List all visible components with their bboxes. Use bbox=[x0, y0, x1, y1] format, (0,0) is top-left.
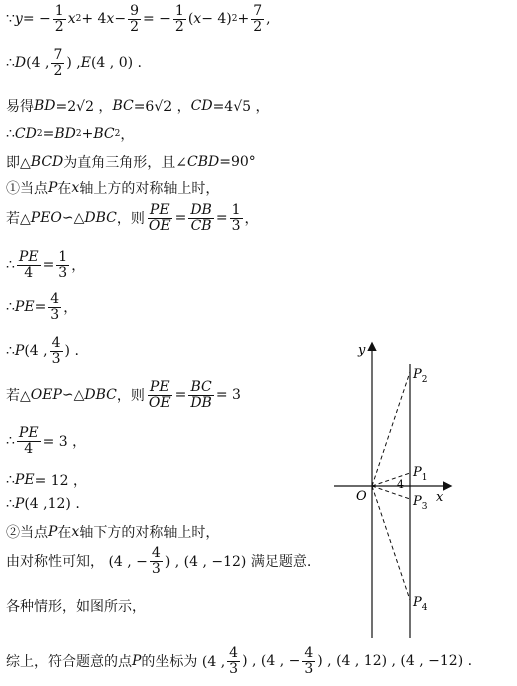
fraction bbox=[227, 646, 240, 676]
numerator: 1 bbox=[58, 249, 68, 265]
fraction bbox=[150, 546, 163, 576]
numerator: DB bbox=[190, 202, 212, 218]
denominator: 2 bbox=[53, 62, 63, 79]
text: 各种情形，如图所示， bbox=[6, 599, 146, 615]
fraction bbox=[48, 292, 61, 322]
numerator: 1 bbox=[231, 202, 241, 218]
text: P bbox=[14, 343, 25, 360]
text: (4 , 0) . bbox=[90, 55, 142, 72]
numerator: 4 bbox=[304, 645, 314, 661]
denominator: CB bbox=[190, 217, 212, 234]
p4-label: $P_4$ bbox=[413, 595, 428, 613]
fraction bbox=[188, 203, 214, 233]
denominator: 4 bbox=[24, 264, 34, 281]
fraction bbox=[251, 4, 264, 34]
text: P bbox=[48, 524, 58, 540]
denominator: DB bbox=[190, 394, 212, 411]
text: 在 bbox=[57, 181, 72, 197]
p3-label: $P_3$ bbox=[413, 494, 428, 512]
denominator: 2 bbox=[54, 18, 64, 35]
numerator: 1 bbox=[174, 3, 184, 19]
fraction bbox=[302, 646, 315, 676]
equation-line-11 bbox=[6, 380, 241, 410]
text: = bbox=[174, 210, 187, 227]
equation-line-10 bbox=[6, 336, 79, 366]
equation-line-14 bbox=[6, 496, 80, 512]
fraction bbox=[50, 336, 63, 366]
fraction bbox=[173, 4, 186, 34]
denominator: 3 bbox=[50, 306, 60, 323]
exponent: 2 bbox=[231, 14, 238, 25]
text: = bbox=[174, 387, 187, 404]
equation-line-2 bbox=[6, 48, 142, 78]
denominator: 3 bbox=[51, 350, 61, 367]
text: 即△ bbox=[6, 155, 31, 171]
text: , bbox=[266, 11, 271, 28]
text: x bbox=[67, 11, 76, 28]
text: ，则 bbox=[116, 388, 145, 405]
text: x bbox=[106, 11, 115, 28]
text: x bbox=[71, 180, 80, 196]
text: P bbox=[48, 180, 58, 196]
fraction bbox=[17, 250, 41, 280]
text: ， bbox=[63, 300, 78, 317]
dashed-line-p1 bbox=[372, 473, 410, 486]
coordinate-figure bbox=[330, 338, 460, 648]
exponent: 2 bbox=[36, 129, 43, 139]
x-axis-label: x bbox=[436, 490, 444, 505]
text: (4 ,12) . bbox=[24, 496, 80, 512]
text: ， bbox=[120, 127, 135, 143]
denominator: OE bbox=[148, 217, 171, 234]
text: BD bbox=[54, 126, 76, 142]
text: P bbox=[14, 496, 25, 512]
text: ∴ bbox=[6, 126, 15, 142]
text: P bbox=[132, 653, 142, 670]
text-line-5 bbox=[6, 152, 256, 172]
equation-line-9 bbox=[6, 292, 77, 322]
denominator: 3 bbox=[304, 660, 314, 677]
fraction bbox=[188, 380, 214, 410]
numerator: PE bbox=[18, 425, 39, 441]
text: − bbox=[114, 11, 127, 28]
exponent: 2 bbox=[114, 129, 121, 139]
text: (4 , bbox=[26, 55, 50, 72]
numerator: 4 bbox=[229, 645, 239, 661]
numerator: PE bbox=[149, 379, 170, 395]
conclusion-line bbox=[6, 646, 472, 676]
text: 综上，符合题意的点 bbox=[6, 654, 132, 671]
four-label: 4 bbox=[397, 478, 404, 491]
text: 的坐标为 (4 , bbox=[141, 654, 226, 671]
text: ， bbox=[71, 258, 86, 275]
text: D bbox=[14, 55, 27, 72]
denominator: 3 bbox=[151, 560, 161, 577]
text-line-15 bbox=[6, 522, 219, 542]
text: =2√2 ， bbox=[55, 99, 113, 115]
text-line-16 bbox=[6, 546, 311, 576]
text: E bbox=[80, 55, 91, 72]
text: ②当点 bbox=[6, 525, 48, 541]
text: ∴ bbox=[6, 257, 15, 274]
denominator: 3 bbox=[229, 660, 239, 677]
text: + bbox=[237, 11, 250, 28]
text: 由对称性可知， (4 , − bbox=[6, 554, 148, 571]
text: ) , (4 , −12) 满足题意. bbox=[164, 554, 312, 571]
text: CBD bbox=[187, 154, 220, 170]
text: ，则 bbox=[116, 211, 145, 228]
text: = − bbox=[142, 11, 171, 28]
numerator: PE bbox=[18, 249, 39, 265]
denominator: 2 bbox=[253, 18, 263, 35]
text: 为直角三角形，且∠ bbox=[63, 155, 187, 171]
numerator: 7 bbox=[53, 47, 63, 63]
p1-label: $P_1$ bbox=[413, 465, 428, 483]
text: ( bbox=[187, 11, 194, 28]
text: DBC bbox=[84, 210, 117, 227]
text: ∴ bbox=[6, 55, 15, 72]
text: + 4 bbox=[81, 11, 107, 28]
text: ∴ bbox=[6, 299, 15, 316]
denominator: 4 bbox=[24, 440, 34, 457]
fraction bbox=[147, 380, 173, 410]
text: PE bbox=[14, 472, 35, 488]
text: 易得 bbox=[6, 99, 34, 115]
text: ∴ bbox=[6, 433, 15, 450]
numerator: 4 bbox=[151, 545, 161, 561]
equation-line-13 bbox=[6, 470, 87, 490]
text: ， bbox=[244, 211, 259, 228]
text: = bbox=[34, 299, 47, 316]
text: ) , (4 , 12) , (4 , −12) . bbox=[317, 653, 473, 670]
exponent: 2 bbox=[75, 14, 82, 25]
text: BD bbox=[34, 98, 56, 114]
text: − 4) bbox=[201, 11, 232, 28]
denominator: 3 bbox=[231, 217, 241, 234]
text: ) . bbox=[64, 343, 79, 360]
equation-line-1 bbox=[6, 4, 271, 34]
denominator: 3 bbox=[58, 264, 68, 281]
fraction bbox=[147, 203, 173, 233]
text: 若△ bbox=[6, 211, 31, 228]
y-axis-label: y bbox=[358, 343, 366, 358]
numerator: 7 bbox=[253, 3, 263, 19]
text: ∴ bbox=[6, 472, 15, 488]
exponent: 2 bbox=[75, 129, 82, 139]
text: DBC bbox=[84, 387, 117, 404]
dashed-line-p4 bbox=[372, 486, 410, 600]
text: = 12 ， bbox=[34, 473, 88, 489]
text: = bbox=[42, 126, 55, 142]
text: ∵ bbox=[6, 11, 15, 28]
text: ∴ bbox=[6, 496, 15, 512]
text: =90° bbox=[219, 154, 256, 170]
denominator: OE bbox=[148, 394, 171, 411]
fraction bbox=[230, 203, 243, 233]
text: 轴下方的对称轴上时， bbox=[79, 525, 220, 541]
text-line-17 bbox=[6, 596, 146, 616]
text: = bbox=[215, 210, 228, 227]
text: = − bbox=[22, 11, 51, 28]
text: CD bbox=[190, 98, 213, 114]
text: ∴ bbox=[6, 343, 15, 360]
text: x bbox=[71, 524, 80, 540]
equation-line-3 bbox=[6, 96, 269, 116]
text-line-6 bbox=[6, 178, 219, 198]
denominator: 2 bbox=[174, 18, 184, 35]
fraction bbox=[51, 48, 64, 78]
text: ∽△ bbox=[61, 387, 85, 404]
dashed-line-p2 bbox=[372, 372, 410, 486]
text: 在 bbox=[57, 525, 72, 541]
text: PEO bbox=[30, 210, 62, 227]
denominator: 2 bbox=[130, 18, 139, 35]
numerator: PE bbox=[149, 202, 170, 218]
text: = bbox=[42, 257, 55, 274]
text: 轴上方的对称轴上时， bbox=[79, 181, 220, 197]
text: BC bbox=[93, 126, 115, 142]
fraction bbox=[17, 426, 41, 456]
numerator: 9 bbox=[130, 3, 139, 19]
text: =6√2 ， bbox=[133, 99, 191, 115]
text: BCD bbox=[30, 154, 64, 170]
equation-line-4 bbox=[6, 124, 134, 144]
text: 若△ bbox=[6, 388, 31, 405]
text: CD bbox=[14, 126, 37, 142]
text: ∽△ bbox=[61, 210, 85, 227]
equation-line-7 bbox=[6, 203, 259, 233]
text: PE bbox=[14, 299, 35, 316]
text: (4 , bbox=[24, 343, 48, 360]
text: ①当点 bbox=[6, 181, 48, 197]
p2-label: $P_2$ bbox=[413, 367, 428, 385]
text: ) , (4 , − bbox=[242, 653, 301, 670]
text: = 3 bbox=[215, 387, 241, 404]
equation-line-8 bbox=[6, 250, 85, 280]
text: + bbox=[81, 126, 94, 142]
fraction bbox=[53, 4, 66, 34]
text: =4√5 ， bbox=[212, 99, 270, 115]
text: y bbox=[14, 11, 23, 28]
numerator: 1 bbox=[54, 3, 64, 19]
equation-line-12 bbox=[6, 426, 86, 456]
text: x bbox=[193, 11, 202, 28]
numerator: 4 bbox=[50, 291, 60, 307]
text: = 3 ， bbox=[42, 434, 87, 451]
fraction bbox=[128, 4, 141, 34]
text: BC bbox=[112, 98, 134, 114]
fraction bbox=[56, 250, 69, 280]
dashed-line-p3 bbox=[372, 486, 410, 499]
numerator: BC bbox=[190, 379, 212, 395]
text: OEP bbox=[30, 387, 62, 404]
numerator: 4 bbox=[51, 335, 61, 351]
text: ) , bbox=[66, 55, 81, 72]
origin-label: O bbox=[356, 489, 367, 504]
